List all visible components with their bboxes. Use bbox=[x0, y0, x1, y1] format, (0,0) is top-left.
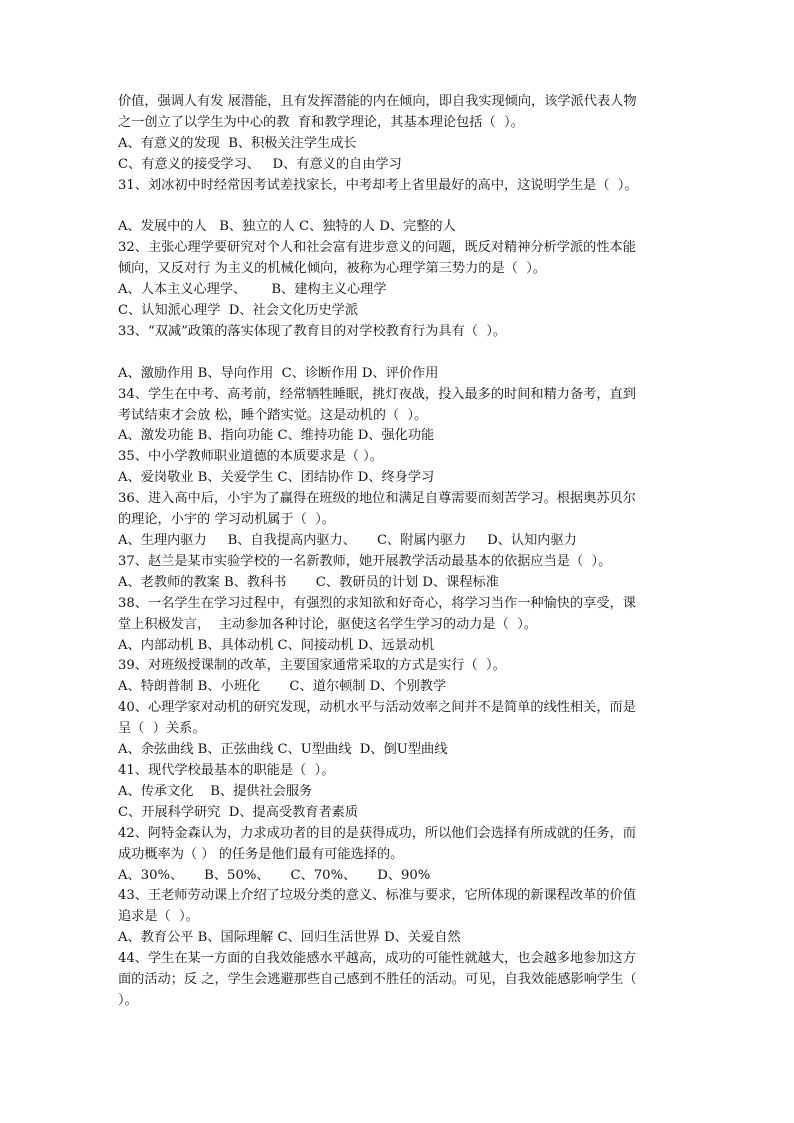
answer-options: A、生理内驱力 B、自我提高内驱力、 C、附属内驱力 D、认知内驱力 bbox=[118, 533, 577, 548]
question-35: 35、中小学教师职业道德的本质要求是（ ）。 bbox=[118, 449, 383, 465]
spacer bbox=[118, 197, 708, 218]
answer-options: A、有意义的发现 B、积极关注学生成长 bbox=[118, 135, 357, 151]
answer-options: A、爱岗敬业 B、关爱学生 C、团结协作 D、终身学习 bbox=[118, 470, 435, 486]
answer-options: C、认知派心理学 D、社会文化历史学派 bbox=[118, 303, 359, 319]
question-37: 37、赵兰是某市实验学校的一名新教师，她开展教学活动最基本的依据应当是（ ）。 bbox=[118, 553, 612, 569]
question-34: 34、学生在中考、高考前，经常牺牲睡眠，挑灯夜战，投入最多的时间和精力备考，直到 bbox=[118, 386, 636, 402]
text-line: 呈（ ）关系。 bbox=[118, 721, 206, 737]
text-line: 成功概率为（ ） 的任务是他们最有可能选择的。 bbox=[118, 846, 404, 862]
question-33: 33、“双减”政策的落实体现了教育目的对学校教育行为具有（ ）。 bbox=[118, 323, 507, 339]
text-line: 考试结束才会放 松，睡个踏实觉。这是动机的（ ）。 bbox=[118, 407, 428, 423]
answer-options: A、余弦曲线 B、正弦曲线 C、U型曲线 D、倒U型曲线 bbox=[118, 742, 448, 758]
question-31: 31、刘冰初中时经常因考试差找家长，中考却考上省里最好的高中，这说明学生是（ ）。 bbox=[118, 177, 638, 193]
text-line: 价值，强调人有发 展潜能，且有发挥潜能的内在倾向，即自我实现倾向，该学派代表人物 bbox=[118, 94, 637, 109]
question-32: 32、主张心理学要研究对个人和社会富有进步意义的问题，既反对精神分析学派的性本能 bbox=[118, 240, 636, 256]
text-line: 之一创立了以学生为中心的教 育和教学理论，其基本理论包括（ ）。 bbox=[118, 114, 524, 130]
text-line: ）。 bbox=[118, 992, 138, 1008]
answer-options: A、30%、 B、50%、 C、70%、 D、90% bbox=[118, 867, 431, 883]
answer-options: A、激发功能 B、指向功能 C、维持功能 D、强化功能 bbox=[118, 428, 435, 444]
text-line: 追求是（ ）。 bbox=[118, 909, 199, 925]
answer-options: A、老教师的教案 B、教科书 C、教研员的计划 D、课程标准 bbox=[118, 574, 499, 590]
spacer bbox=[118, 343, 708, 364]
question-36: 36、进入高中后，小宇为了赢得在班级的地位和满足自尊需要而刻苦学习。根据奥苏贝尔 bbox=[118, 491, 636, 507]
question-44: 44、学生在某一方面的自我效能感水平越高，成功的可能性就越大，也会越多地参加这方 bbox=[118, 951, 636, 967]
document-body bbox=[118, 92, 708, 1012]
text-line: 堂上积极发言， 主动参加各种讨论，驱使这名学生学习的动力是（ ）。 bbox=[118, 616, 537, 632]
answer-options: A、特朗普制 B、小班化 C、道尔顿制 D、个别教学 bbox=[118, 679, 447, 695]
answer-options: A、发展中的人 B、独立的人 C、独特的人 D、完整的人 bbox=[118, 219, 456, 235]
answer-options: A、激励作用 B、导向作用 C、诊断作用 D、评价作用 bbox=[118, 365, 439, 381]
answer-options: A、人本主义心理学、 B、建构主义心理学 bbox=[118, 282, 387, 298]
answer-options: A、传承文化 B、提供社会服务 bbox=[118, 783, 313, 799]
text-line: 倾向，又反对行 为主义的机械化倾向，被称为心理学第三势力的是（ ）。 bbox=[118, 261, 546, 277]
answer-options: C、有意义的接受学习、 D、有意义的自由学习 bbox=[118, 156, 402, 172]
text-line: 的理论，小宇的 学习动机属于（ ）。 bbox=[118, 512, 335, 528]
answer-options: C、开展科学研究 D、提高受教育者素质 bbox=[118, 804, 359, 820]
question-42: 42、阿特金森认为，力求成功者的目的是获得成功，所以他们会选择有所成就的任务，而 bbox=[118, 825, 636, 841]
text-line: 面的活动；反 之，学生会逃避那些自己感到不胜任的活动。可见，自我效能感影响学生（ bbox=[118, 972, 637, 988]
question-40: 40、心理学家对动机的研究发现，动机水平与活动效率之间并不是简单的线性相关，而是 bbox=[118, 700, 636, 716]
question-38: 38、一名学生在学习过程中，有强烈的求知欲和好奇心，将学习当作一种愉快的享受，课 bbox=[118, 595, 636, 611]
question-39: 39、对班级授课制的改革，主要国家通常采取的方式是实行（ ）。 bbox=[118, 658, 506, 674]
question-41: 41、现代学校最基本的职能是（ ）。 bbox=[118, 762, 335, 778]
answer-options: A、内部动机 B、具体动机 C、间接动机 D、远景动机 bbox=[118, 637, 435, 653]
answer-options: A、教育公平 B、国际理解 C、回归生活世界 D、关爱自然 bbox=[118, 930, 461, 946]
question-43: 43、王老师劳动课上介绍了垃圾分类的意义、标准与要求，它所体现的新课程改革的价值 bbox=[118, 888, 636, 904]
